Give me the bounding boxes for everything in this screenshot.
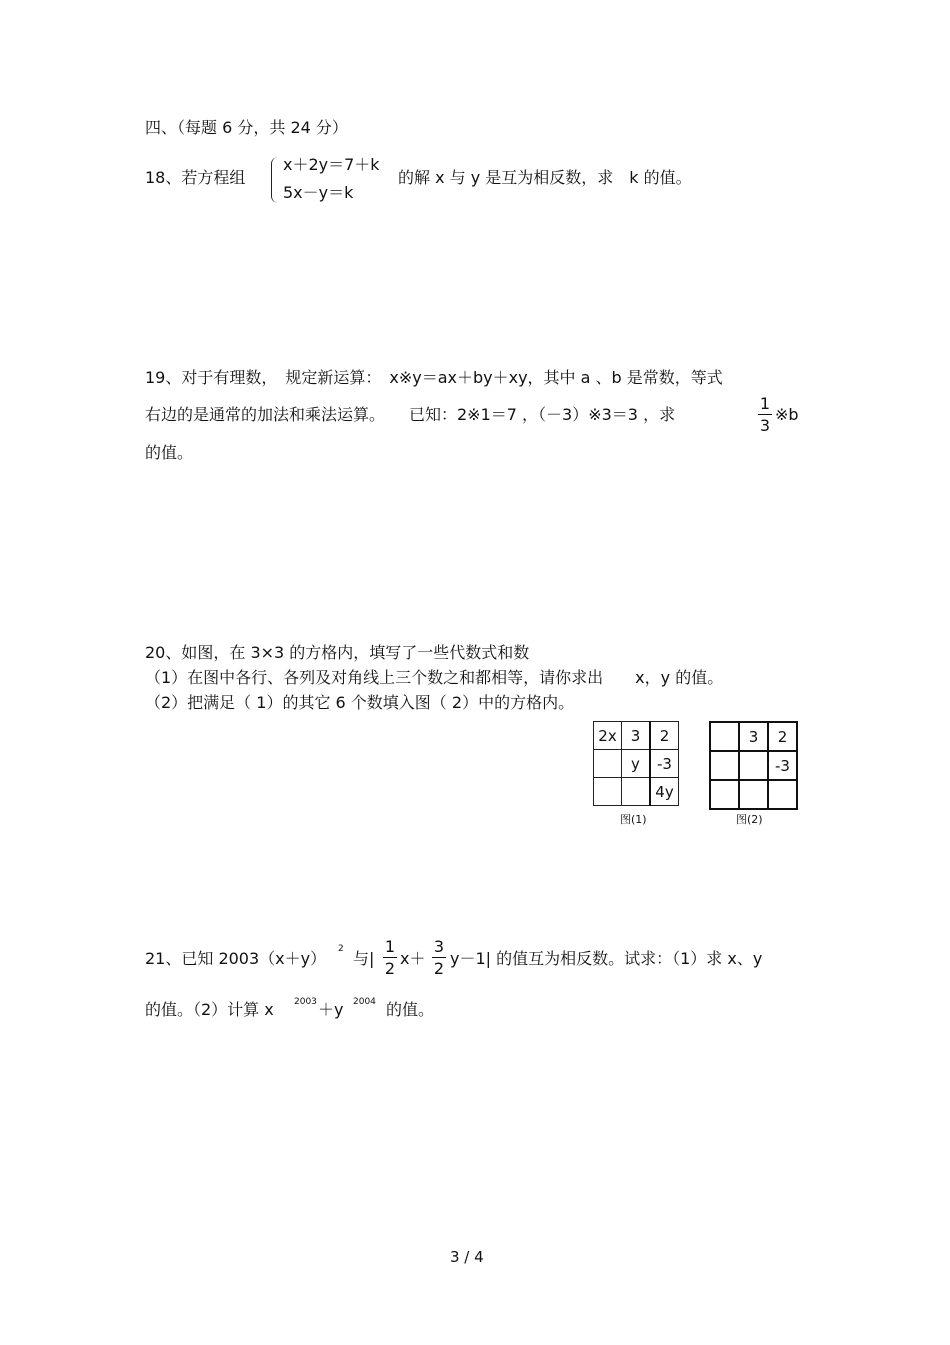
grid2-cell [710, 722, 739, 751]
grid2-cell [739, 780, 768, 809]
grid1-cell [594, 750, 622, 778]
section-heading: 四、（每题 6 分，共 24 分） [145, 118, 348, 137]
grid1-cell: 4y [650, 778, 679, 806]
grid2-cell: 3 [739, 722, 768, 751]
q21-frac2-numerator: 3 [433, 937, 445, 956]
grid1-cell [594, 778, 622, 806]
grid1-cell [622, 778, 651, 806]
figure-2-caption: 图(2) [736, 813, 763, 826]
grid2-cell: 2 [768, 722, 797, 751]
q21-line-2-a: 的值。（2）计算 x [145, 1000, 274, 1019]
q21-part-a: 21、已知 2003（x＋y） [145, 949, 327, 968]
q19-fraction [758, 396, 772, 434]
equation-brace [271, 157, 281, 203]
q21-fraction-1 [383, 939, 397, 977]
q20-line-1: 20、如图，在 3×3 的方格内，填写了一些代数式和数 [145, 643, 530, 662]
q21-part-d: y－1| 的值互为相反数。试求：（1）求 x、y [450, 949, 763, 968]
grid2-cell [739, 751, 768, 780]
q20-line-2: （1）在图中各行、各列及对角线上三个数之和都相等，请你求出 x，y 的值。 [145, 668, 724, 687]
q21-frac2-denominator: 2 [433, 959, 445, 978]
q21-line-2-c: 的值。 [386, 1000, 435, 1019]
q21-frac1-numerator: 1 [384, 937, 396, 956]
magic-square-figure-2 [709, 721, 798, 810]
q18-equation-2: 5x－y＝k [283, 183, 354, 202]
grid2-cell [710, 780, 739, 809]
q21-part-c: x＋ [400, 949, 426, 968]
magic-square-figure-1 [593, 721, 679, 806]
grid1-cell: 2x [594, 722, 622, 750]
grid2-cell: -3 [768, 751, 797, 780]
grid2-cell [710, 751, 739, 780]
q21-part-b: 与| [353, 949, 375, 968]
grid1-cell: 2 [650, 722, 679, 750]
q19-line-1: 19、对于有理数， 规定新运算： x※y＝ax＋by＋xy，其中 a 、b 是常数，等式 [145, 368, 723, 387]
q21-exponent-2: 2 [338, 944, 344, 954]
q19-line-2: 右边的是通常的加法和乘法运算。 已知：2※1＝7 ，（－3）※3＝3 ，求 [145, 405, 676, 424]
q19-frac-numerator: 1 [759, 394, 771, 413]
grid1-cell: y [622, 750, 651, 778]
q19-line-3: 的值。 [145, 443, 194, 462]
q21-line-2-b: ＋y [318, 1000, 344, 1019]
q21-frac1-denominator: 2 [384, 959, 396, 978]
q19-frac-denominator: 3 [759, 416, 771, 435]
grid1-cell: 3 [622, 722, 651, 750]
q20-line-3: （2）把满足（ 1）的其它 6 个数填入图（ 2）中的方格内。 [145, 693, 575, 712]
figure-1-caption: 图(1) [620, 813, 647, 826]
grid1-cell: -3 [650, 750, 679, 778]
q21-fraction-2 [432, 939, 446, 977]
q18-text: 的解 x 与 y 是互为相反数，求 k 的值。 [398, 168, 692, 187]
q19-line-2-end: ※b [775, 405, 799, 424]
grid2-cell [768, 780, 797, 809]
q21-exponent-2004: 2004 [353, 997, 376, 1007]
q18-label: 18、若方程组 [145, 168, 246, 187]
page-number: 3 / 4 [450, 1248, 484, 1266]
q18-equation-1: x＋2y＝7＋k [283, 155, 380, 174]
q21-exponent-2003: 2003 [294, 997, 317, 1007]
